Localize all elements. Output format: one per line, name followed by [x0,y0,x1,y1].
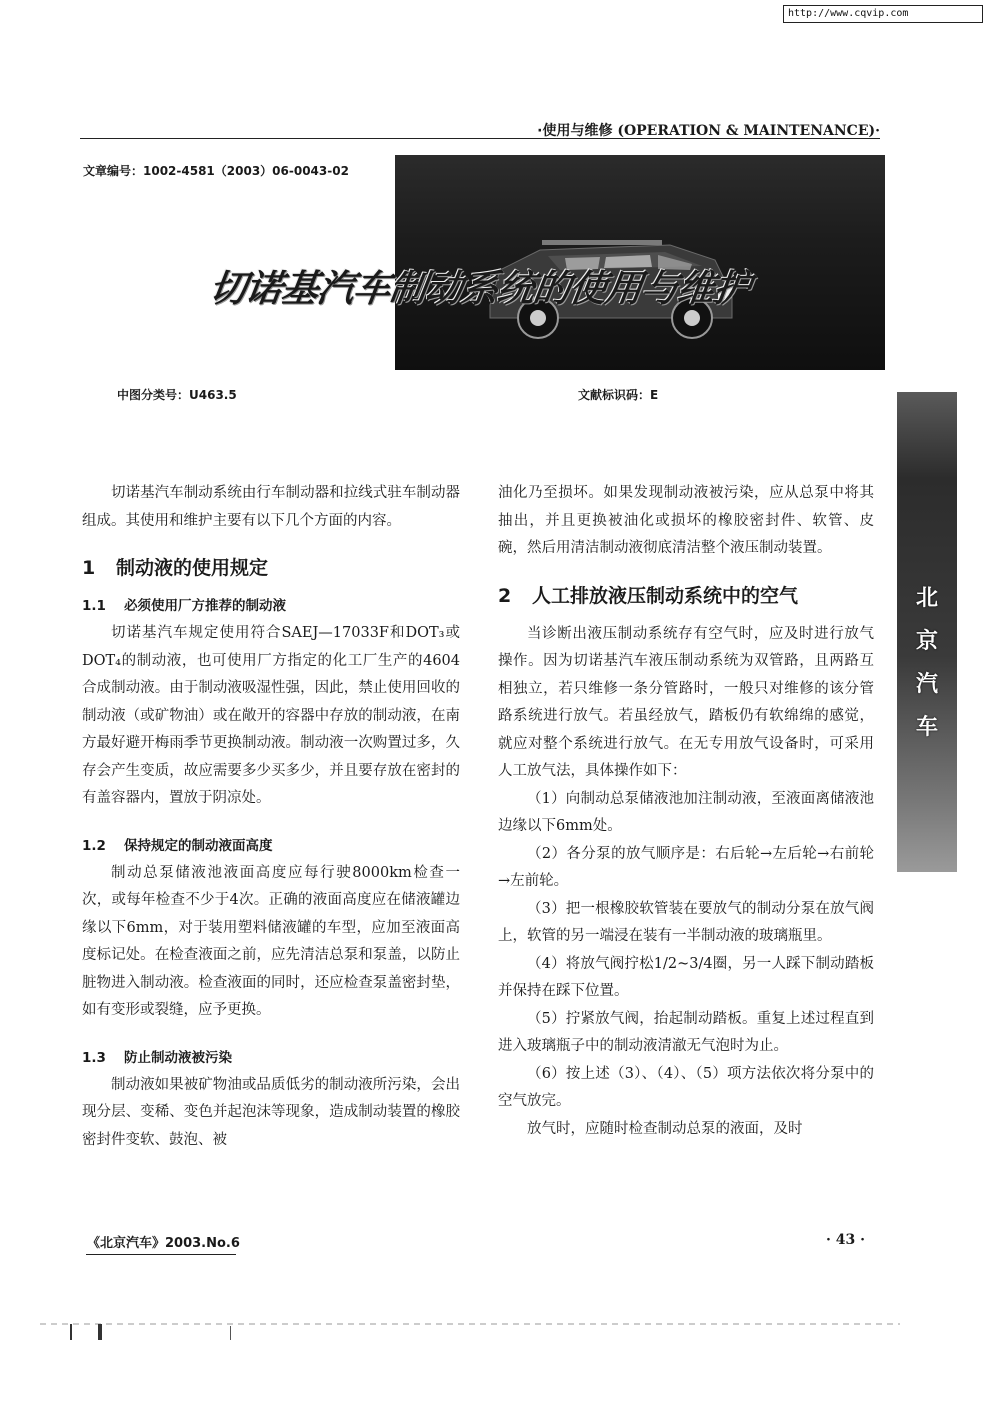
section-number: 2 [498,584,512,607]
section-title: 制动液的使用规定 [116,557,269,579]
subsection-1-1-heading [82,593,460,620]
right-column [498,480,874,1143]
subsection-number: 1.2 [82,837,106,854]
section-number: 1 [82,557,96,579]
step-item: （4）将放气阀拧松1/2~3/4圈，另一人踩下制动踏板并保持在踩下位置。 [498,955,874,999]
classification-number: 中图分类号：U463.5 [117,388,237,402]
subsection-1-3-text: 制动液如果被矿物油或品质低劣的制动液所污染，会出现分层、变稀、变色并起泡沫等现象，造成制动装置的橡胶密封件变软、鼓泡、被 [82,1076,460,1148]
running-header [410,120,880,140]
step-item: （5）拧紧放气阀，抬起制动踏板。重复上述过程直到进入玻璃瓶子中的制动液清澈无气泡时为止。 [498,1010,874,1054]
side-tab-char: 车 [915,715,938,740]
section-title: 人工排放液压制动系统中的空气 [532,584,799,607]
subsection-1-3-heading [82,1045,460,1072]
step-item: （3）把一根橡胶软管装在要放气的制动分泵在放气阀上，软管的另一端浸在装有一半制动液的玻璃瓶里。 [498,900,874,944]
page-number: · 43 · [826,1232,865,1248]
continued-paragraph: 油化乃至损坏。如果发现制动液被污染，应从总泵中将其抽出，并且更换被油化或损坏的橡胶密封件、软管、皮碗，然后用清洁制动液彻底清洁整个液压制动装置。 [498,485,874,556]
left-column [82,480,460,1154]
side-tab-char: 北 [915,586,938,611]
section-name-cn: ·使用与维修 [537,123,613,139]
side-tab-char: 京 [915,629,938,654]
subsection-title: 保持规定的制动液面高度 [124,837,273,854]
source-url-box: http://www.cqvip.com [783,5,983,23]
subsection-1-2-heading [82,833,460,860]
journal-side-tab [897,392,957,872]
subsection-1-1-text: 切诺基汽车规定使用符合SAEJ—17033F和DOT₃或DOT₄的制动液，也可使用厂方指定的化工厂生产的4604合成制动液。由于制动液吸湿性强，因此，禁止使用回收的制动液（或矿物油）或在敞开的容器中存放的制动液，在南方最好避开梅雨季节更换制动液。制动液一次购置过多，久存会产生变质，故应需要多少买多少，并且要存放在密封的有盖容器内，置放于阴凉处。 [82,625,460,806]
subsection-title: 防止制动液被污染 [124,1049,232,1066]
step-item: （2）各分泵的放气顺序是：右后轮→左后轮→右前轮→左前轮。 [498,845,874,889]
article-number: 文章编号：1002-4581（2003）06-0043-02 [83,164,349,178]
section-1-heading [82,555,460,581]
document-code: 文献标识码：E [578,388,659,402]
side-tab-char: 汽 [915,672,938,697]
intro-paragraph: 切诺基汽车制动系统由行车制动器和拉线式驻车制动器组成。其使用和维护主要有以下几个方面的内容。 [82,485,460,529]
subsection-number: 1.3 [82,1049,106,1066]
section-2-heading [498,583,874,609]
step-item: （1）向制动总泵储液池加注制动液，至液面离储液池边缘以下6mm处。 [498,790,874,834]
subsection-1-2-text: 制动总泵储液池液面高度应每行驶8000km检查一次，或每年检查不少于4次。正确的液面高度应在储液罐边缘以下6mm，对于装用塑料储液罐的车型，应加至液面高度标记处。在检查液面之前，应先清洁总泵和泵盖，以防止脏物进入制动液。检查液面的同时，还应检查泵盖密封垫，如有变形或裂缝，应予更换。 [82,864,460,1018]
closing-paragraph: 放气时，应随时检查制动总泵的液面，及时 [527,1120,803,1137]
scan-artifact-marks [40,1322,940,1342]
subsection-number: 1.1 [82,598,106,614]
footer-rule [86,1254,236,1255]
journal-citation: 《北京汽车》2003.No.6 [87,1236,240,1251]
section-2-intro: 当诊断出液压制动系统存有空气时，应及时进行放气操作。因为切诺基汽车液压制动系统为双管路，且两路互相独立，若只维修一条分管路时，一般只对维修的该分管路系统进行放气。若虽经放气，踏板仍有软绵绵的感觉，就应对整个系统进行放气。在无专用放气设备时，可采用人工放气法，具体操作如下： [498,625,874,779]
step-item: （6）按上述（3）、（4）、（5）项方法依次将分泵中的空气放完。 [498,1065,874,1109]
subsection-title: 必须使用厂方推荐的制动液 [124,598,286,614]
header-rule [80,138,880,139]
article-title: 切诺基汽车制动系统的使用与维护 [206,266,753,310]
section-name-en: (OPERATION & MAINTENANCE)· [617,123,880,139]
